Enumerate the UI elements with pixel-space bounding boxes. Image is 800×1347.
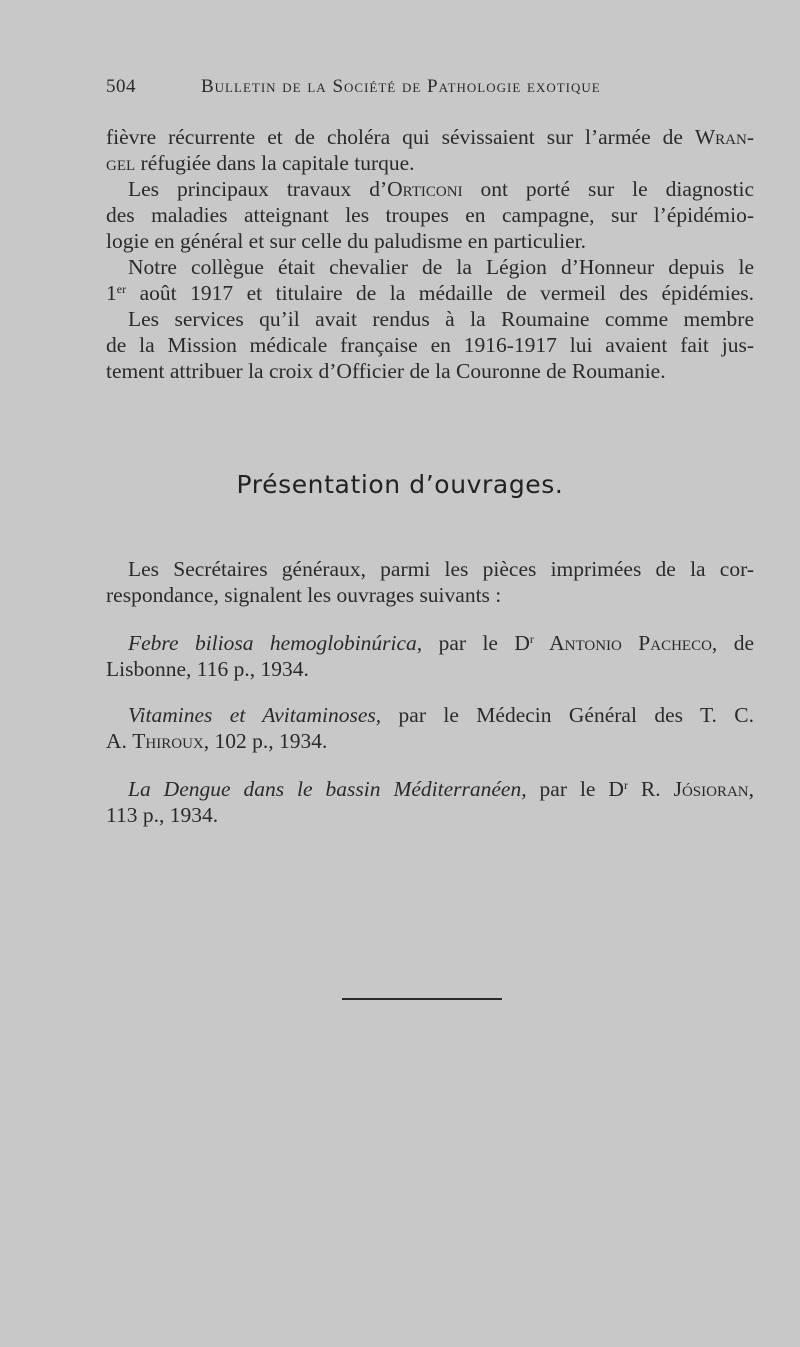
text-line: Les services qu’il avait rendus à la Roumaine comme membre [128, 307, 754, 331]
text-line: de la Mission médicale française en 1916-1917 lui avaient fait jus- [106, 333, 754, 357]
section-heading: Présentation d’ouvrages. [236, 470, 564, 499]
intro-paragraph [106, 556, 754, 608]
text-line [106, 150, 754, 176]
text-span: par le D [526, 777, 624, 801]
text-line: tement attribuer la croix d’Officier de la Couronne de Roumanie. [106, 359, 666, 383]
superscript: er [116, 282, 127, 296]
text-line: Les Secrétaires généraux, parmi les pièces imprimées de la cor- [128, 557, 754, 581]
person-name: Wran- [694, 125, 754, 149]
work-title: Vitamines et Avitaminoses, [128, 703, 382, 727]
text-span: par le Médecin Général des T. C. [381, 703, 754, 727]
text-line [106, 630, 754, 656]
text-line [106, 176, 754, 202]
text-line: logie en général et sur celle du paludisme en particulier. [106, 229, 586, 253]
text-span: Les principaux travaux d’ [128, 177, 388, 201]
reference-entry [106, 630, 754, 682]
text-span: réfugiée dans la capitale turque. [135, 151, 415, 175]
text-line [106, 124, 754, 150]
text-line: des maladies atteignant les troupes en campagne, sur l’épidémio- [106, 203, 754, 227]
text-line: Notre collègue était chevalier de la Légion d’Honneur depuis le [128, 255, 754, 279]
text-line [106, 702, 754, 728]
author-name: Thiroux, [132, 729, 210, 753]
text-span: A. [106, 729, 133, 753]
person-name: gel [106, 151, 136, 175]
text-span: août 1917 et titulaire de la médaille de vermeil des épidémies. [126, 281, 754, 305]
text-line: 113 p., 1934. [106, 803, 219, 827]
text-span: 102 p., 1934. [209, 729, 328, 753]
text-span: 1 [106, 281, 117, 305]
text-span: de [717, 631, 754, 655]
text-line: respondance, signalent les ouvrages suivants : [106, 583, 502, 607]
person-name: Orticoni [387, 177, 463, 201]
text-span: fièvre récurrente et de choléra qui sévissaient sur l’armée de [106, 125, 695, 149]
text-line [106, 280, 754, 306]
superscript: r [623, 778, 628, 792]
work-title: Febre biliosa hemoglobinúrica, [128, 631, 423, 655]
author-name: Antonio Pacheco, [533, 631, 718, 655]
text-line [106, 776, 754, 802]
text-line [106, 728, 754, 754]
obituary-text [106, 124, 754, 384]
text-span: par le D [422, 631, 530, 655]
author-name: R. Jósioran, [627, 777, 754, 801]
text-line: Lisbonne, 116 p., 1934. [106, 657, 309, 681]
work-title: La Dengue dans le bassin Méditerranéen, [128, 777, 527, 801]
end-rule [342, 998, 502, 1000]
superscript: r [529, 632, 534, 646]
text-span: ont porté sur le diagnostic [462, 177, 754, 201]
page-number: 504 [106, 76, 136, 97]
reference-entry [106, 702, 754, 754]
reference-entry [106, 776, 754, 828]
journal-title: Bulletin de la Société de Pathologie exotique [201, 76, 601, 97]
